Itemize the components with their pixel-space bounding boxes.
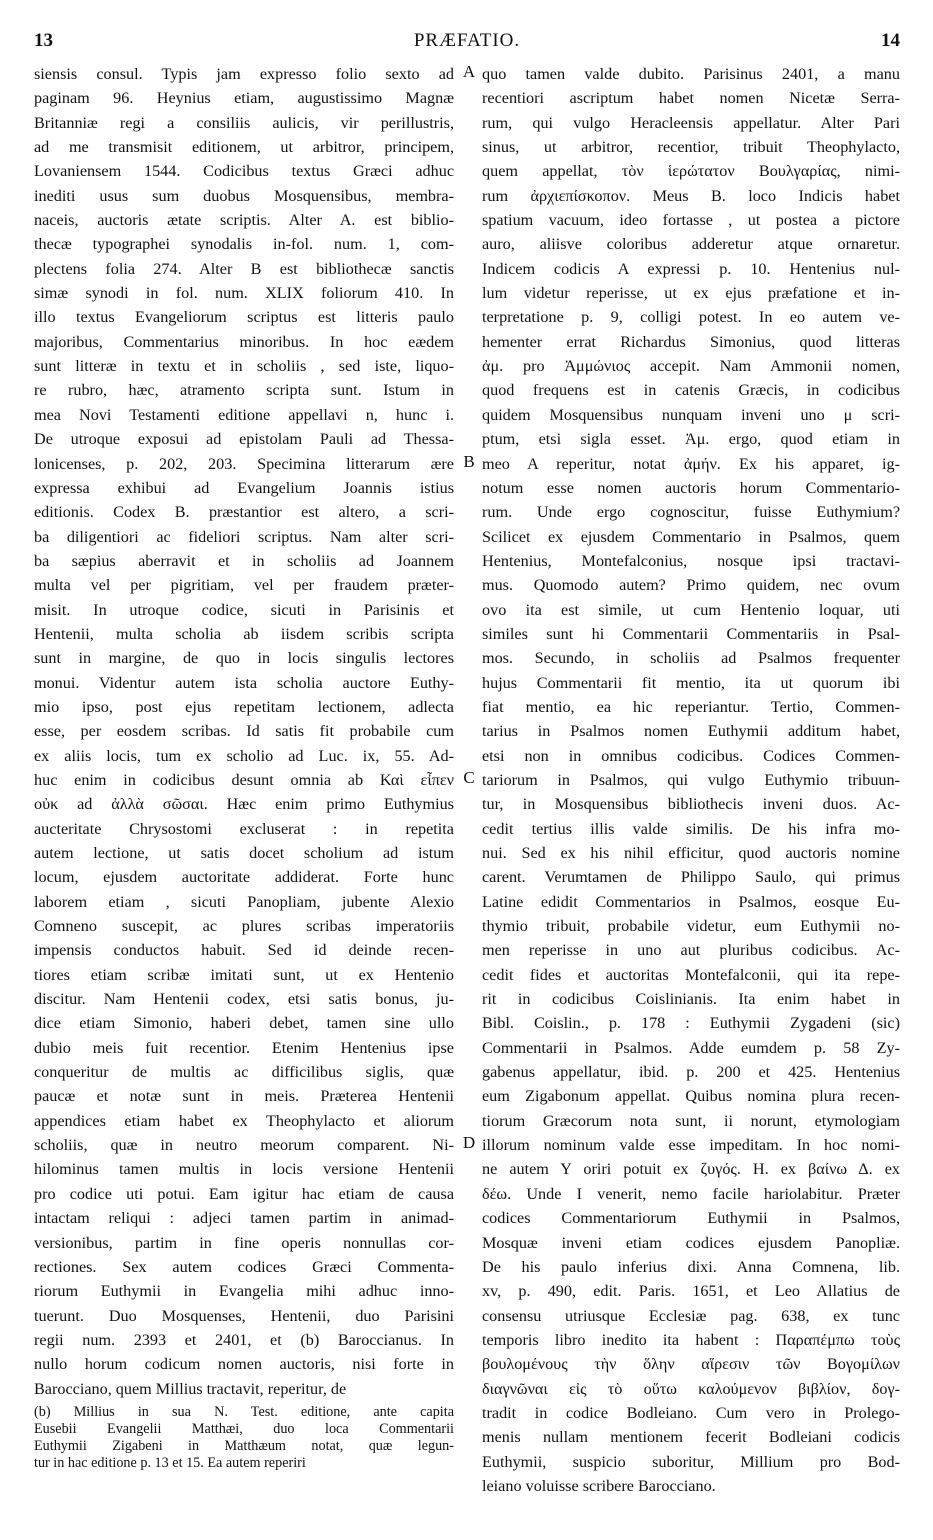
text-line: illorum nominum valde esse impeditam. In hoc nomi- — [482, 1136, 900, 1155]
text-line: Indicem codicis A expressi p. 10. Hentenius nul- — [482, 259, 900, 278]
text-line: rum. Unde ergo cognoscitur, fuisse Euthymium? — [482, 503, 900, 522]
text-line: ptum, etsi sigla esset. Ἀμ. ergo, quod etiam in — [482, 430, 900, 449]
text-line: autem lectione, ut satis docet scholium ad istum — [34, 844, 454, 862]
margin-markers — [456, 62, 482, 1262]
margin-marker: C — [463, 768, 475, 788]
text-line: tariorum in Psalmos, qui vulgo Euthymio tribuun- — [482, 770, 900, 789]
text-line: recentiori ascriptum habet nomen Nicetæ Serra- — [482, 89, 900, 108]
left-column — [34, 62, 454, 1401]
text-line: regii num. 2393 et 2401, et (b) Baroccianus. In — [34, 1330, 454, 1349]
text-line: quidem Mosquensibus nunquam inveni uno μ scri- — [482, 405, 900, 424]
text-line: βουλομένους τὴν ὅλην αἵρεσιν τῶν Βογομίλων — [482, 1355, 900, 1374]
margin-marker: B — [463, 451, 475, 471]
text-line: sinus, ut arbitror, recentior, tribuit Theophylacto, — [482, 138, 900, 157]
text-line: Lovaniensem 1544. Codicibus textus Græci adhuc — [34, 162, 454, 181]
text-line: discitur. Nam Hentenii codex, etsi satis bonus, ju- — [34, 990, 454, 1009]
text-line: ex aliis locis, tum ex scholio ad Luc. ix, 55. Ad- — [34, 746, 454, 765]
text-line: mea Novi Testamenti editione appellavi n, hunc i. — [34, 405, 454, 424]
text-line: nui. Sed ex his nihil efficitur, quod auctoris nomine — [482, 844, 900, 862]
right-column — [482, 62, 900, 1498]
text-line: conqueritur de multis ac difficilibus siglis, quæ — [34, 1063, 454, 1082]
text-line: lonicenses, p. 202, 203. Specimina litterarum ære — [34, 454, 454, 473]
text-line: esse, per eosdem scribas. Id satis fit probabile cum — [34, 722, 454, 741]
text-line: naceis, auctoris ætate scriptis. Alter A. est biblio- — [34, 211, 454, 230]
text-line: tuerunt. Duo Mosquenses, Hentenii, duo Parisini — [34, 1306, 454, 1325]
text-line: locum, ejusdem auctoritate addiderat. Forte hunc — [34, 868, 454, 887]
running-header — [34, 30, 900, 60]
text-line: men reperisse in uno aut pluribus codicibus. Ac- — [482, 941, 900, 960]
text-line: versionibus, partim in fine operis nonnullas cor- — [34, 1233, 454, 1252]
text-line: Hentenius, Montefalconius, nosque ipsi tractavi- — [482, 551, 900, 570]
text-line: majoribus, Commentarius minoribus. In hoc eædem — [34, 332, 454, 351]
text-line: gabenus appellatur, ibid. p. 200 et 425. Hentenius — [482, 1063, 900, 1082]
text-line: meo A reperitur, notat ἀμήν. Ex his apparet, ig- — [482, 454, 900, 473]
text-line: rit in codicibus Coislinianis. Ita enim habet in — [482, 990, 900, 1009]
text-line: Euthymii, suspicio suboritur, Millium pro Bod- — [482, 1452, 900, 1471]
text-line: temporis libro inedito ita habent : Παραπέμπω τοὺς — [482, 1330, 900, 1349]
text-line: inediti usus sum duobus Mosquensibus, membra- — [34, 186, 454, 205]
text-line: intactam reliqui : adjeci tamen partim in animad- — [34, 1209, 454, 1228]
text-line: ba sæpius aberravit et in scholiis ad Joannem — [34, 551, 454, 570]
text-line: Mosquæ inveni etiam codices ejusdem Panopliæ. — [482, 1233, 900, 1252]
text-line: Commentarii in Psalmos. Adde eumdem p. 58 Zy- — [482, 1038, 900, 1057]
text-line: expressa exhibui ad Evangelium Joannis istius — [34, 478, 454, 497]
text-line: rum ἀρχιεπίσκοπον. Meus B. loco Indicis habet — [482, 186, 900, 205]
text-line: Scilicet ex ejusdem Commentario in Psalmos, quem — [482, 527, 900, 546]
text-line: pro codice uti potui. Eam igitur hac etiam de causa — [34, 1184, 454, 1203]
text-line: laborem etiam , sicuti Panopliam, jubente Alexio — [34, 892, 454, 911]
text-line: notum esse nomen auctoris horum Commentario- — [482, 478, 900, 497]
text-line: huc enim in codicibus desunt omnia ab Καὶ εἶπεν — [34, 770, 454, 789]
text-line: lum videtur reperisse, ut ex ejus præfatione et in- — [482, 284, 900, 303]
footnote-line: Euthymii Zigabeni in Matthæum notat, quæ legun- — [34, 1438, 454, 1454]
text-line: tarius in Psalmos nomen Euthymii additum habet, — [482, 722, 900, 741]
text-line: thymio tribuit, probabile videtur, eum Euthymii no- — [482, 917, 900, 936]
text-line: tradit in codice Bodleiano. Cum vero in Prolego- — [482, 1403, 900, 1422]
footnote-line: tur in hac editione p. 13 et 15. Ea autem reperiri — [34, 1455, 306, 1471]
text-line: Britanniæ regi a consiliis aulicis, vir perillustris, — [34, 113, 454, 132]
text-line: ne autem Y oriri potuit ex ζυγός. H. ex βαίνω Δ. ex — [482, 1160, 900, 1179]
margin-marker: A — [462, 62, 476, 81]
text-line: Barocciano, quem Millius tractavit, reperitur, de — [34, 1379, 347, 1398]
text-line: nullo horum codicum nomen auctoris, nisi forte in — [34, 1355, 454, 1374]
text-line: spatium vacuum, ideo fortasse , ut postea a pictore — [482, 211, 900, 230]
footnote — [34, 1404, 454, 1472]
text-line: quem appellat, τὸν ἱερώτατον Βουλγαρίας, nimi- — [482, 162, 900, 181]
text-line: multa vel per pigritiam, vel per fraudem præter- — [34, 576, 454, 595]
text-line: ba diligentiori ac fideliori scriptus. Nam alter scri- — [34, 527, 454, 546]
text-line: aucteritate Chrysostomi excluserat : in repetita — [34, 819, 454, 838]
text-line: menis nullam mentionem fecerit Bodleiani codicis — [482, 1428, 900, 1447]
text-line: cedit fides et auctoritas Montefalconii, qui ita repe- — [482, 965, 900, 984]
text-line: simæ synodi in fol. num. XLIX foliorum 410. In — [34, 284, 454, 303]
text-line: ἀμ. pro Ἀμμώνιος accepit. Nam Ammonii nomen, — [482, 357, 900, 376]
text-line: ad me transmisit editionem, ut arbitror, principem, — [34, 138, 454, 157]
text-line: mio ipso, post ejus repetitam lectionem, adlecta — [34, 697, 454, 716]
text-line: Latine edidit Commentarios in Psalmos, eosque Eu- — [482, 892, 900, 911]
text-line: consensu utriusque Ecclesiæ pag. 638, ex tunc — [482, 1306, 900, 1325]
text-line: siensis consul. Typis jam expresso folio sexto ad — [34, 65, 454, 83]
text-line: plectens folia 274. Alter B est bibliothecæ sanctis — [34, 259, 454, 278]
text-line: scholiis, quæ in neutro meorum comparent. Ni- — [34, 1136, 454, 1155]
text-line: paginam 96. Heynius etiam, augustissimo Magnæ — [34, 89, 454, 108]
text-line: Hentenii, multa scholia ab iisdem scribis scripta — [34, 624, 454, 643]
text-line: hementer errat Richardus Simonius, quod litteras — [482, 332, 900, 351]
text-line: rum, qui vulgo Heracleensis appellatur. Alter Pari — [482, 113, 900, 132]
text-line: hilominus tamen multis in locis versione Hentenii — [34, 1160, 454, 1179]
text-line: xv, p. 490, edit. Paris. 1651, et Leo Allatius de — [482, 1282, 900, 1301]
text-line: hujus Commentarii fit mentio, ita ut quorum ibi — [482, 673, 900, 692]
text-line: mos. Secundo, in scholiis ad Psalmos frequenter — [482, 649, 900, 668]
text-line: paucæ et notæ sunt in meis. Præterea Hentenii — [34, 1087, 454, 1106]
page-number-left: 13 — [34, 30, 53, 51]
text-line: thecæ typographei synodalis in-fol. num. 1, com- — [34, 235, 454, 254]
text-line: carent. Verumtamen de Philippo Saulo, qui primus — [482, 868, 900, 887]
text-line: fiat mentio, ea hic reperiantur. Tertio, Commen- — [482, 697, 900, 716]
text-line: dice etiam Simonio, haberi debet, tamen sine ullo — [34, 1014, 454, 1033]
text-line: eum Zigabonum appellat. Quibus nomina plura recen- — [482, 1087, 900, 1106]
text-line: tiores etiam scribæ imitati sunt, ut ex Hentenio — [34, 965, 454, 984]
text-line: riorum Euthymii in Evangelia mihi adhuc inno- — [34, 1282, 454, 1301]
text-line: illo textus Evangeliorum scriptus est litteris paulo — [34, 308, 454, 327]
margin-marker: D — [462, 1133, 476, 1153]
text-line: codices Commentariorum Euthymii in Psalmos, — [482, 1209, 900, 1228]
footnote-line: Eusebii Evangelii Matthæi, duo loca Commentarii — [34, 1421, 454, 1437]
text-line: ovo ita est simile, ut cum Hentenio loquar, uti — [482, 600, 900, 619]
text-line: terpretatione p. 9, colligi potest. In eo autem ve- — [482, 308, 900, 327]
text-line: tiorum Græcorum nota sunt, ii norunt, etymologiam — [482, 1111, 900, 1130]
text-line: appendices etiam habet ex Theophylacto et aliorum — [34, 1111, 454, 1130]
text-line: editionis. Codex B. præstantior est altero, a scri- — [34, 503, 454, 522]
text-line: διαγνῶναι εἰς τὸ οὕτω καλούμενον βιβλίον, δογ- — [482, 1379, 900, 1398]
text-line: οὐκ ad ἀλλὰ σῶσαι. Hæc enim primo Euthymius — [34, 795, 454, 814]
text-line: quo tamen valde dubito. Parisinus 2401, a manu — [482, 65, 900, 83]
text-line: sunt in margine, de quo in locis singulis lectores — [34, 649, 454, 668]
text-line: leiano voluisse scribere Barocciano. — [482, 1476, 716, 1495]
text-line: monui. Videntur autem ista scholia auctore Euthy- — [34, 673, 454, 692]
running-title: PRÆFATIO. — [413, 30, 521, 51]
page-number-right: 14 — [881, 30, 900, 51]
text-line: rectiones. Sex autem codices Græci Commenta- — [34, 1257, 454, 1276]
text-line: mus. Quomodo autem? Primo quidem, nec ovum — [482, 576, 900, 595]
text-line: De his paulo inferius dixi. Anna Comnena, lib. — [482, 1257, 900, 1276]
text-line: De utroque exposui ad epistolam Pauli ad Thessa- — [34, 430, 454, 449]
text-line: quod frequens est in catenis Græcis, in codicibus — [482, 381, 900, 400]
text-line: auro, aliisve coloribus adderetur atque ornaretur. — [482, 235, 900, 254]
text-line: δέω. Unde I venerit, nemo facile hariolabitur. Præter — [482, 1184, 900, 1203]
text-line: similes sunt hi Commentarii Commentariis in Psal- — [482, 624, 900, 643]
text-line: re rubro, hæc, atramento scripta sunt. Istum in — [34, 381, 454, 400]
text-line: misit. In utroque codice, sicuti in Parisinis et — [34, 600, 454, 619]
text-line: tur, in Mosquensibus bibliothecis inveni duos. Ac- — [482, 795, 900, 814]
footnote-line: (b) Millius in sua N. Test. editione, ante capita — [34, 1404, 454, 1420]
text-line: dubio meis fuit recentior. Etenim Hentenius ipse — [34, 1038, 454, 1057]
text-line: Bibl. Coislin., p. 178 : Euthymii Zygadeni (sic) — [482, 1014, 900, 1033]
text-line: impensis conductos habuit. Sed id deinde recen- — [34, 941, 454, 960]
text-line: cedit tertius illis valde similis. De his infra mo- — [482, 819, 900, 838]
text-line: Comneno suscepit, ac plures scribas imperatoriis — [34, 917, 454, 936]
text-line: sunt litteræ in textu et in scholiis , sed iste, liquo- — [34, 357, 454, 376]
text-line: etsi non in omnibus codicibus. Codices Commen- — [482, 746, 900, 765]
